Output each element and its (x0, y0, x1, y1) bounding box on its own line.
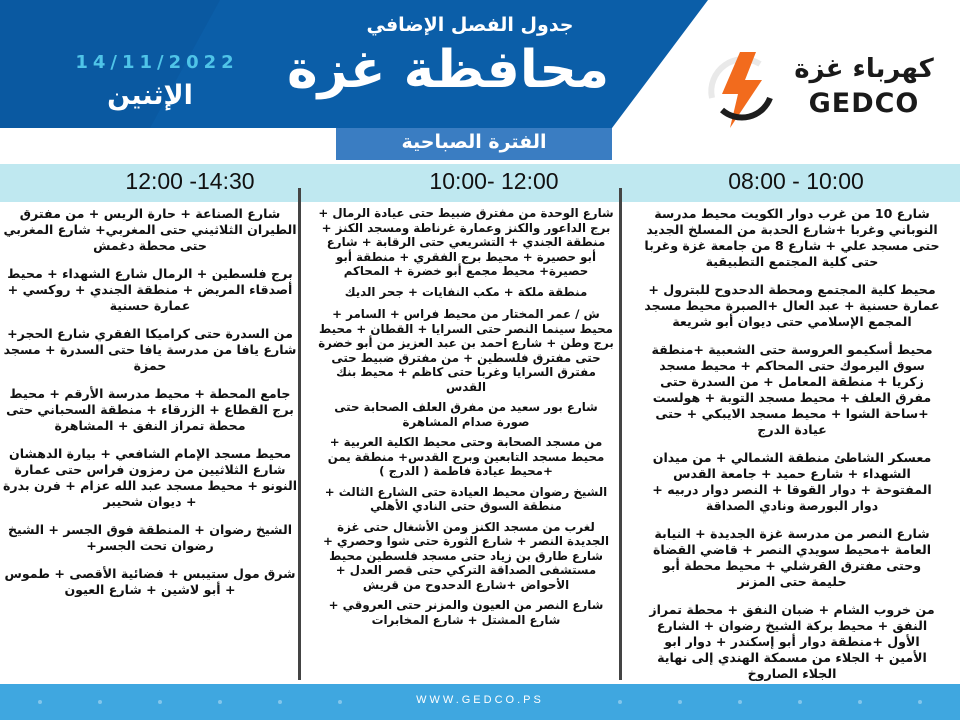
time-slot-1: 08:00 - 10:00 (728, 168, 864, 194)
area-entry: الشيخ رضوان + المنطقة فوق الجسر + الشيخ رضوان تحت الجسر+ (7, 522, 293, 553)
area-entry: من السدرة حتى كراميكا الفقري شارع الحجر+ شارع يافا من مدرسة يافا حتى السدرة + مسجد حمزة (3, 326, 297, 373)
area-entry: شارع بور سعيد من مفرق العلف الصحابة حتى صورة صدام المشاهرة (334, 400, 598, 429)
area-entry: شارع الوحدة من مفترق ضبيط حتى عيادة الرمال + برج الداعور والكنز وعمارة غرناطة ومسجد الكنز + منطقة الجندي + التشريعي حتى الرقابة + شارع أبو حصيرة + محيط برج الفقري + منطقة أبو حصيرة+ محيط مجمع أبو خضرة + المحاكم (318, 206, 614, 278)
brand-name-arabic: كهرباء غزة (794, 54, 934, 84)
area-entry: من خروب الشام + ضبان النفق + محطة تمراز النفق + محيط بركة الشيخ رضوان + الشارع الأول +منطقة دوار أبو إسكندر + دوار ابو الأمين + الجلاء من مسمكة الهندي إلى نهاية الجلاء الصاروخ (649, 602, 935, 681)
column-slot-3 (0, 206, 300, 610)
area-entry: شارع الصناعة + حارة الريس + من مفترق الطيران الثلاثيني حتى المغربي+ شارع المغربي حتى محطة دغمش (3, 206, 297, 253)
schedule-day: الإثنين (107, 80, 193, 111)
area-entry: ش / عمر المختار من محيط فراس + السامر + محيط سينما النصر حتى السرايا + القطان + محيط برج وطن + شارع احمد بن عبد العزيز من أبو خضرة حتى مفترق فلسطين + من مفترق ضبيط حتى مفترق السرايا وغربا حتى كاظم + محيط بنك القدس (318, 307, 614, 394)
period-band-left-cut (0, 128, 336, 160)
schedule-subtitle: جدول الفصل الإضافي (366, 14, 574, 36)
period-band-right-cut (612, 128, 960, 160)
area-entry: شارع النصر من مدرسة غزة الجديدة + النيابة العامة +محيط سويدي النصر + قاضي القضاة وحتى مفترق القرشلي + محيط محطة أبو حليمة حتى المزنر (652, 526, 932, 589)
column-slot-2 (316, 206, 616, 639)
area-entry: جامع المحطة + محيط مدرسة الأرقم + محيط برج القطاع + الزرقاء + منطقة السحباني حتى محطة تمراز النفق + المشاهرة (6, 386, 294, 433)
area-entry: شارع النصر من العيون والمزنر حتى العروقي + شارع المشتل + شارع المخابرات (328, 598, 604, 627)
column-divider (619, 188, 622, 680)
area-entry: الشيخ رضوان محيط العيادة حتى الشارع الثالث + منطقة السوق حتى النادي الأهلي (324, 484, 608, 513)
gedco-lightning-logo-icon (700, 50, 780, 130)
area-entry: محيط كلية المجتمع ومحطة الدحدوح للبترول + عمارة حسنية + عبد العال +الصبرة محيط مسجد المجمع الإسلامي حتى ديوان أبو شريعة (644, 282, 940, 329)
brand-name-english: GEDCO (808, 88, 920, 119)
area-entry: شارع 10 من غرب دوار الكويت محيط مدرسة النوباني وغربا +شارع الحدبة من المسلخ الجديد حتى مسجد علي + شارع 8 من جامعة غزة وغربا حتى كلية المجتمع التطبيقية (644, 206, 940, 269)
area-entry: محيط أسكيمو العروسة حتى الشعبية +منطقة سوق اليرموك حتى المحاكم + محيط مسجد زكريا + منطقة المعامل + من السدرة حتى مفرق العلف + محيط مسجد التوبة + هولست +ساحة الشوا + محيط مسجد الايبكي + حتى عيادة الدرج (651, 342, 933, 437)
time-slot-2: 10:00- 12:00 (429, 168, 559, 194)
website-link[interactable]: WWW.GEDCO.PS (416, 694, 544, 706)
area-entry: من مسجد الصحابة وحتى محيط الكلية العربية + محيط مسجد التابعين وبرج القدس+ منطقة يمن +محيط عيادة فاطمة ( الدرج ) (327, 435, 605, 478)
period-label: الفترة الصباحية (401, 131, 547, 153)
area-entry: لغرب من مسجد الكنز ومن الأشغال حتى غزة الجديدة النصر + شارع الثورة حتى شوا وحصري + شارع طارق بن زياد حتى مسجد فلسطين محيط مستشفى الصداقة التركي حتى قصر العدل + الأحواض +شارع الدحدوح من قريش (322, 519, 610, 592)
area-entry: منطقة ملكة + مكب النفايات + جحر الديك (344, 284, 588, 299)
column-slot-1 (642, 206, 942, 694)
governorate-title: محافظة غزة (286, 40, 610, 100)
area-entry: معسكر الشاطئ منطقة الشمالي + من ميدان الشهداء + شارع حميد + جامعة القدس المفتوحة + دوار القوقا + النصر دوار دربيه + دوار البورصة ونادي الصداقة (652, 450, 932, 513)
area-entry: برج فلسطين + الرمال شارع الشهداء + محيط أصدقاء المريض + منطقة الجندي + روكسي + عمارة حسنية (7, 266, 293, 313)
schedule-date: 14/11/2022 (75, 52, 239, 73)
time-slot-3: 12:00 -14:30 (125, 168, 255, 194)
area-entry: محيط مسجد الإمام الشافعي + بيارة الدهشان شارع الثلاثيين من رمزون فراس حتى عمارة النونو + محيط مسجد عبد الله عزام + فرن بدرة + ديوان شحيبر (2, 446, 298, 509)
area-entry: شرق مول ستيبس + فضائية الأقصى + طموس + أبو لاشين + شارع العيون (4, 566, 296, 597)
